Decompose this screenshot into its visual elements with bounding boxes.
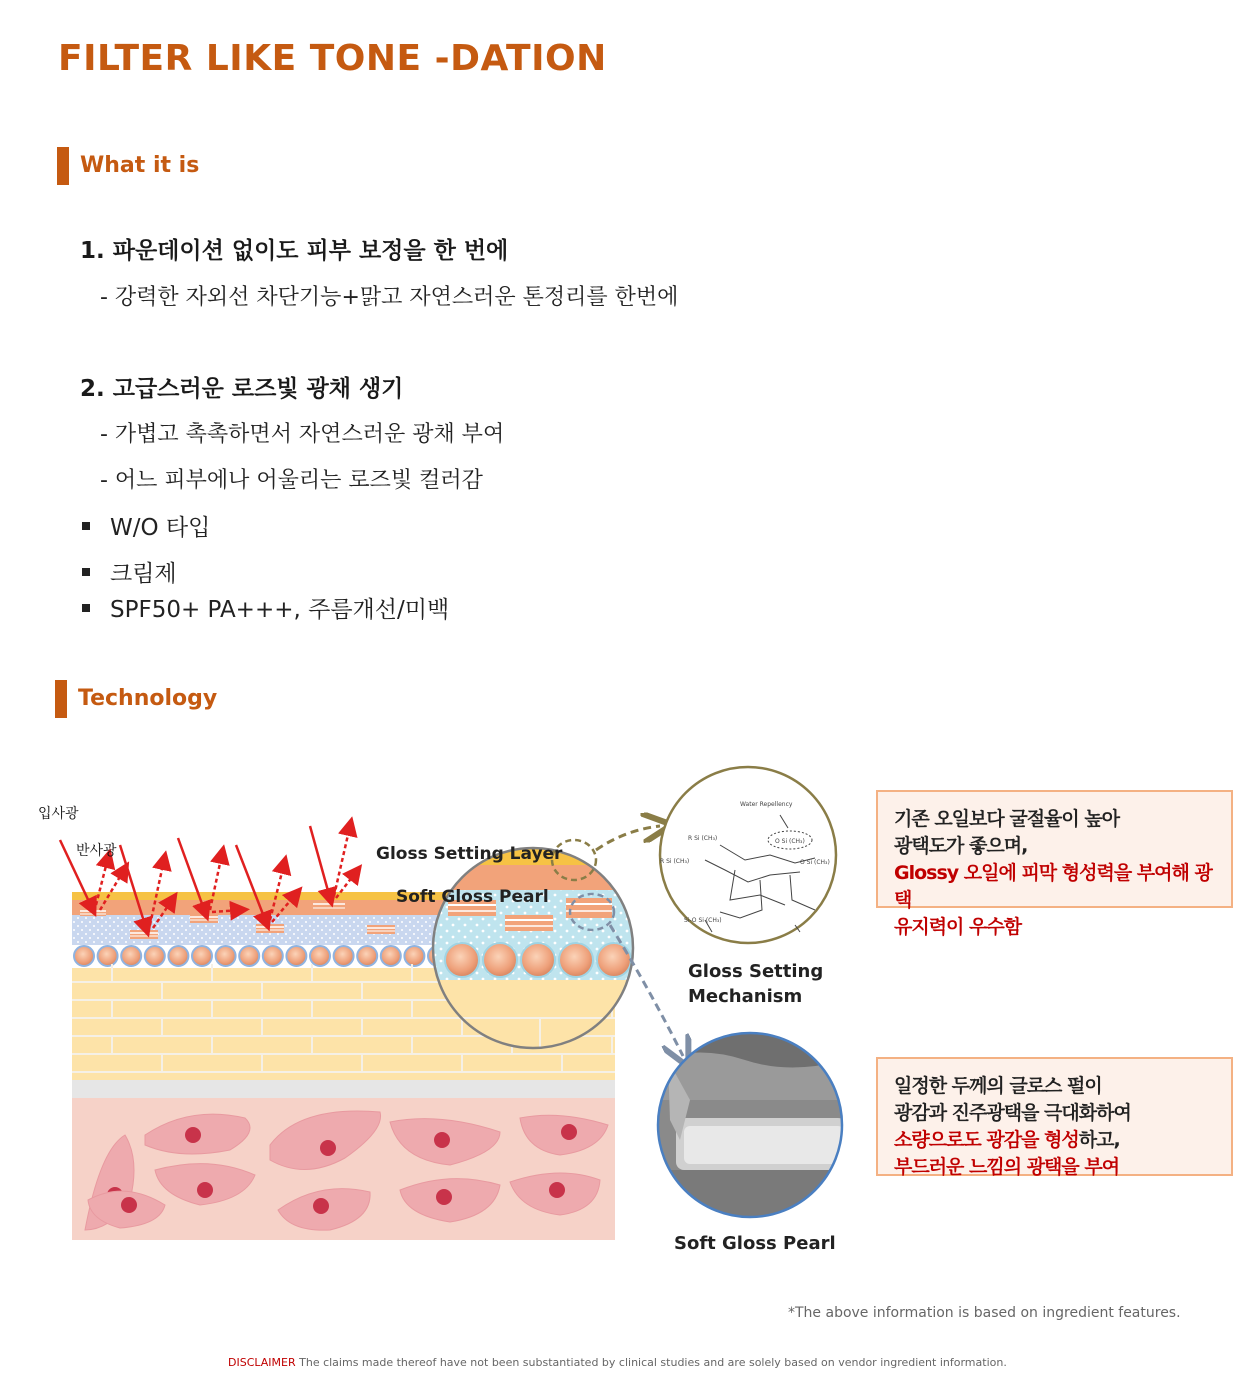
page-title: FILTER LIKE TONE -DATION	[58, 38, 607, 79]
water-repellency-label: Water Repellency	[740, 801, 793, 808]
pearl-particle	[192, 946, 212, 966]
svg-text:R Si (CH₃): R Si (CH₃)	[688, 835, 718, 842]
pearl-particle	[381, 946, 401, 966]
svg-text:O Si (CH₃): O Si (CH₃)	[775, 838, 805, 845]
bullet-icon	[82, 568, 90, 576]
callout-line: 광감과 진주광택을 극대화하여	[894, 1102, 1131, 1124]
pearl-particle	[216, 946, 236, 966]
pearl-particle-zoomed	[445, 943, 479, 977]
callout-soft-gloss-pearl	[876, 1057, 1233, 1176]
svg-text:R Si (CH₃): R Si (CH₃)	[660, 858, 690, 865]
feature-detail-1: - 강력한 자외선 차단기능+맑고 자연스러운 톤정리를 한번에	[100, 285, 679, 310]
pearl-particle-zoomed	[521, 943, 555, 977]
disclaimer-label: DISCLAIMER	[228, 1356, 296, 1369]
soft-gloss-pearl-layer-label: Soft Gloss Pearl	[396, 887, 549, 907]
pearl-particle-zoomed	[635, 943, 669, 977]
pearl-particle	[357, 946, 377, 966]
skin-divider	[72, 1080, 615, 1098]
callout-line-mixed	[894, 1127, 1215, 1154]
feature-detail-2b: - 어느 피부에나 어울리는 로즈빛 컬러감	[100, 468, 483, 493]
disclaimer	[228, 1356, 1007, 1369]
bullet-icon	[82, 522, 90, 530]
pearl-particle	[404, 946, 424, 966]
pearl-particle	[168, 946, 188, 966]
pearl-particle-zoomed	[597, 943, 631, 977]
bullet-text: SPF50+ PA+++, 주름개선/미백	[110, 597, 450, 623]
incident-light-label: 입사광	[38, 806, 79, 822]
section-marker	[55, 680, 67, 718]
callout-line: 기존 오일보다 굴절율이 높아	[894, 808, 1120, 830]
pearl-particle	[239, 946, 259, 966]
pearl-particle	[310, 946, 330, 966]
bullet-item	[82, 591, 449, 624]
reflected-light-label: 반사광	[76, 843, 117, 859]
bullet-item	[82, 555, 177, 588]
callout-text: 하고,	[1078, 1129, 1120, 1151]
bullet-text: W/O 타입	[110, 515, 211, 541]
section-marker	[57, 147, 69, 185]
sem-image	[655, 1030, 846, 1225]
feature-heading-1: 1. 파운데이션 없이도 피부 보정을 한 번에	[80, 238, 509, 264]
gloss-setting-layer-label: Gloss Setting Layer	[376, 844, 563, 864]
bullet-text: 크림제	[110, 561, 177, 587]
section-heading-technology: Technology	[78, 686, 218, 711]
connector-arrow-mechanism	[596, 826, 660, 850]
feature-detail-2a: - 가볍고 촉촉하면서 자연스러운 광채 부여	[100, 422, 505, 447]
callout-line: 광택도가 좋으며,	[894, 835, 1028, 857]
feature-heading-2: 2. 고급스러운 로즈빛 광채 생기	[80, 376, 404, 402]
callout-line: 일정한 두께의 글로스 펄이	[894, 1075, 1102, 1097]
soft-gloss-pearl-caption: Soft Gloss Pearl	[674, 1233, 836, 1254]
bullet-item	[82, 509, 210, 542]
svg-text:O Si (CH₃): O Si (CH₃)	[800, 859, 830, 866]
gloss-setting-mechanism-label-2: Mechanism	[688, 986, 803, 1007]
callout-line-highlight: 유지력이 우수함	[894, 916, 1022, 938]
pearl-particle	[121, 946, 141, 966]
footnote: *The above information is based on ingredient features.	[788, 1305, 1181, 1321]
svg-text:Si-O Si (CH₃): Si-O Si (CH₃)	[684, 917, 722, 924]
pearl-particle	[145, 946, 165, 966]
callout-line-highlight: 부드러운 느낌의 광택을 부여	[894, 1156, 1120, 1178]
bullet-icon	[82, 604, 90, 612]
pearl-particle	[286, 946, 306, 966]
pearl-particle	[98, 946, 118, 966]
pearl-particle-zoomed	[559, 943, 593, 977]
section-heading-what-it-is: What it is	[80, 153, 200, 178]
callout-line-highlight: Glossy 오일에 피막 형성력을 부여해 광택	[894, 862, 1212, 911]
pearl-particle	[74, 946, 94, 966]
pearl-particle	[263, 946, 283, 966]
gloss-setting-mechanism-label-1: Gloss Setting	[688, 961, 824, 982]
callout-highlight: 소량으로도 광감을 형성	[894, 1129, 1079, 1151]
disclaimer-text: The claims made thereof have not been substantiated by clinical studies and are solely based on vendor ingredient information.	[295, 1356, 1007, 1369]
callout-gloss-setting	[876, 790, 1233, 938]
pearl-particle-zoomed	[483, 943, 517, 977]
pearl-particle	[334, 946, 354, 966]
